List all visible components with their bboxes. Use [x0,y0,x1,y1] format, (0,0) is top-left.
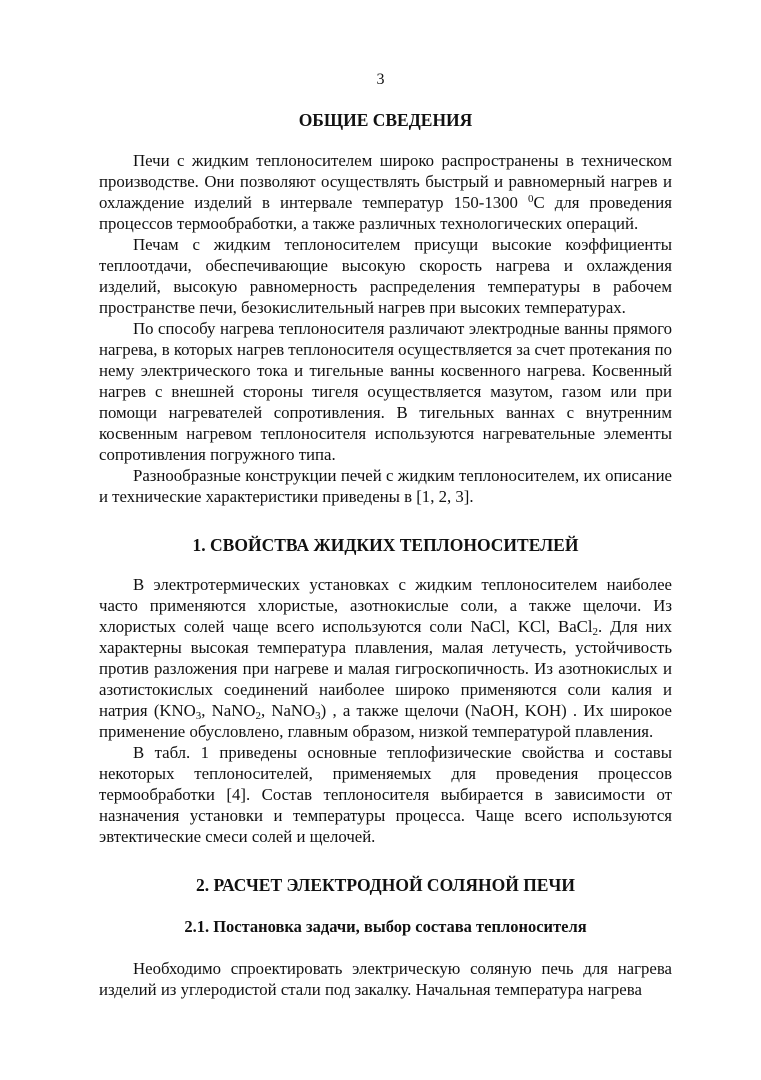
page-number: 3 [376,71,385,88]
paragraph: По способу нагрева теплоносителя различают электродные ванны прямого нагрева, в которых нагрев теплоносителя осуществляется за счет протекания по нему электрического тока и тигельные ванны косвенного нагрева. Косвенный нагрев с внешней стороны тигеля осуществляется мазутом, газом или при помощи нагревателей сопротивления. В тигельных ваннах с внутренним косвенным нагревом теплоносителя используются нагревательные элементы сопротивления погружного типа. [99,319,672,464]
paragraph: Необходимо спроектировать электрическую соляную печь для нагрева изделий из углеродистой стали под закалку. Начальная температура нагрева [99,959,672,999]
section-2-title: 2. РАСЧЕТ ЭЛЕКТРОДНОЙ СОЛЯНОЙ ПЕЧИ [196,875,575,895]
paragraph: Разнообразные конструкции печей с жидким теплоносителем, их описание и технические характеристики приведены в [1, 2, 3]. [99,466,672,506]
section-1-title: 1. СВОЙСТВА ЖИДКИХ ТЕПЛОНОСИТЕЛЕЙ [192,535,579,555]
section-2-body [99,958,672,1000]
paragraph: В табл. 1 приведены основные теплофизические свойства и составы некоторых теплоносителей, применяемых для проведения процессов термообработки [4]. Состав теплоносителя выбирается в зависимости от назначения установки и температуры процесса. Чаще всего используются эвтектические смеси солей и щелочей. [99,743,672,846]
section-general-title: ОБЩИЕ СВЕДЕНИЯ [298,110,473,130]
section-2-subtitle: 2.1. Постановка задачи, выбор состава теплоносителя [184,917,587,936]
section-1-body [99,574,672,847]
section-general-body [99,150,672,507]
paragraph: Печи с жидким теплоносителем широко распространены в техническом производстве. Они позволяют осуществлять быстрый и равномерный нагрев и охлаждение изделий в интервале температур 150-1300 $^0$С для проведения процессов термообработки, а также различных технологических операций. [99,151,672,233]
paragraph: В электротермических установках с жидким теплоносителем наиболее часто применяются хлористые, азотнокислые соли, а также щелочи. Из хлористых солей чаще всего используются соли NaCl, KCl, BaCl$_2$. Для них характерны высокая температура плавления, малая летучесть, устойчивость против разложения при нагреве и малая гигроскопичность. Из азотнокислых и азотистокислых соединений наиболее широко применяются соли калия и натрия ($KNO_3$, NaNO$_2$, NaNO$_3$) , а также щелочи (NaOH, KOH) . Их широкое применение обусловлено, главным образом, низкой температурой плавления. [99,575,672,741]
paragraph: Печам с жидким теплоносителем присущи высокие коэффициенты теплоотдачи, обеспечивающие высокую скорость нагрева и охлаждения изделий, высокую равномерность распределения температуры в рабочем пространстве печи, безокислительный нагрев при высоких температурах. [99,235,672,317]
